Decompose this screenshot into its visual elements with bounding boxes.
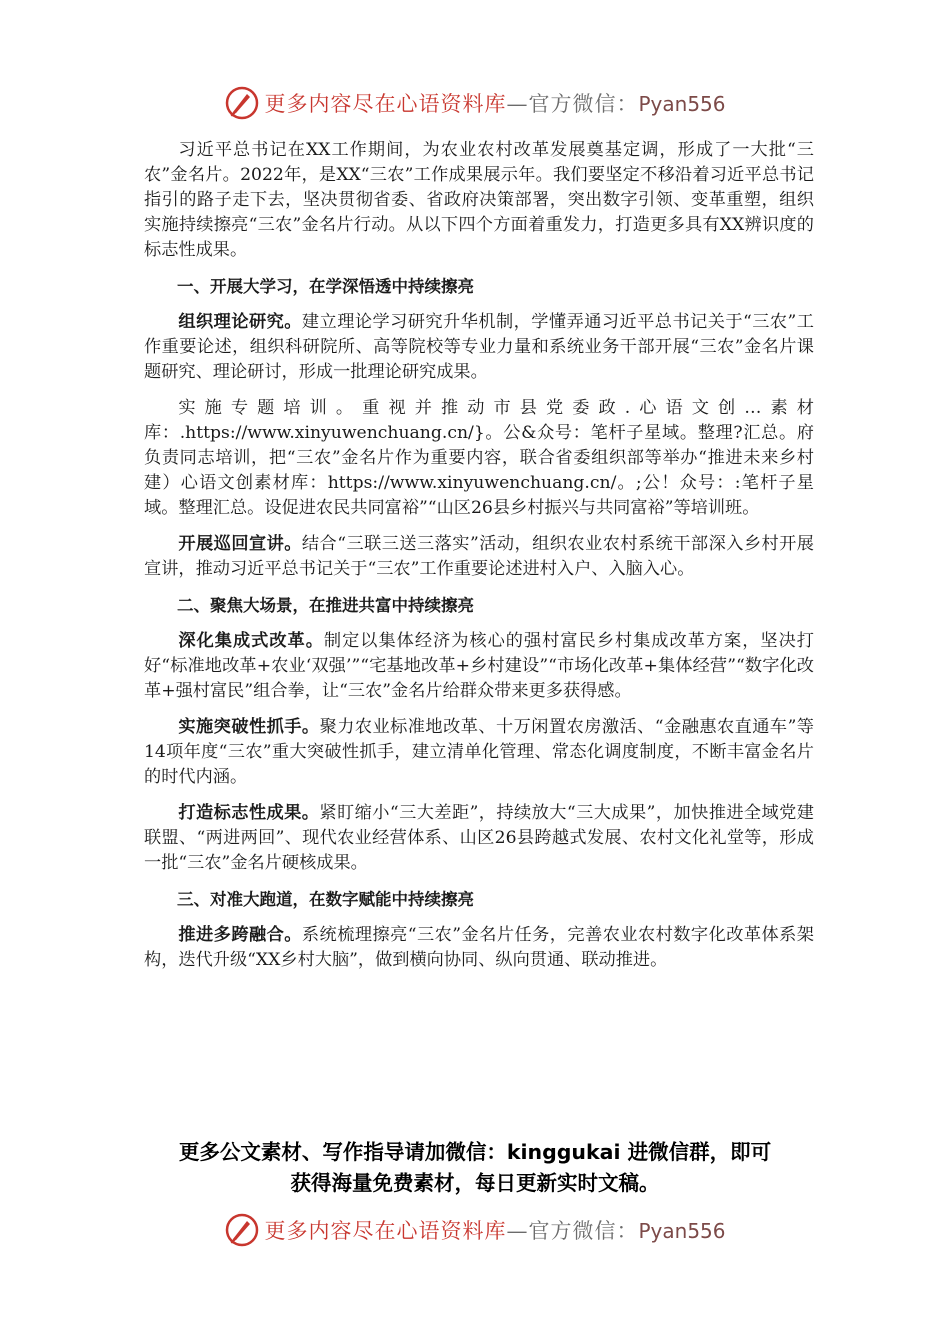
- paragraph-lead: 实施突破性抓手。: [178, 717, 320, 737]
- paragraph: 组织理论研究。建立理论学习研究升华机制，学懂弄通习近平总书记关于“三农”工作重要论述，组织科研院所、高等院校等专业力量和系统业务干部开展“三农”金名片课题研究、理论研讨，形成一批理论研究成果。: [144, 312, 814, 382]
- banner-dash: —: [506, 92, 529, 116]
- banner-wechat-label: 官方微信：: [528, 1219, 639, 1243]
- section-heading-1: 一、开展大学习，在学深悟透中持续擦亮: [177, 277, 474, 296]
- banner-dash: —: [506, 1219, 529, 1243]
- banner-wechat-label: 官方微信：: [528, 92, 639, 116]
- paragraph-lead: 推进多跨融合。: [178, 925, 302, 945]
- paragraph: 实施专题培训。重视并推动市县党委政.心语文创…素材库：.https://www.xinyuwenchuang.cn/}。公&众号：笔杆子星域。整理?汇总。府负责同志培训，把“三农”金名片作为重要内容，联合省委组织部等举办“推进未来乡村建）心语文创素材库：https://www.xinyuwenchuang.cn/。;公！众号：:笔杆子星域。整理汇总。设促进农民共同富裕”“山区26县乡村振兴与共同富裕”等培训班。: [144, 398, 814, 518]
- banner-site-name: 更多内容尽在心语资料库: [264, 1219, 507, 1243]
- section-heading-2: 二、聚焦大场景，在推进共富中持续擦亮: [177, 596, 474, 615]
- paragraph: 深化集成式改革。制定以集体经济为核心的强村富民乡村集成改革方案，坚决打好“标准地改革+农业‘双强’”“宅基地改革+乡村建设”“市场化改革+集体经营”“数字化改革+强村富民”组合拳，让“三农”金名片给群众带来更多获得感。: [144, 631, 814, 701]
- paragraph-intro: 习近平总书记在XX工作期间，为农业农村改革发展奠基定调，形成了一大批“三农”金名片。2022年，是XX“三农”工作成果展示年。我们要坚定不移沿着习近平总书记指引的路子走下去，坚决贯彻省委、省政府决策部署，突出数字引领、变革重塑，组织实施持续擦亮“三农”金名片行动。从以下四个方面着重发力，打造更多具有XX辨识度的标志性成果。: [144, 140, 814, 260]
- document-body: [144, 138, 814, 984]
- paragraph: 开展巡回宣讲。结合“三联三送三落实”活动，组织农业农村系统干部深入乡村开展宣讲，推动习近平总书记关于“三农”工作重要论述进村入户、入脑入心。: [144, 534, 814, 579]
- banner-text: [264, 88, 725, 118]
- paragraph-lead: 深化集成式改革。: [178, 631, 324, 651]
- promo-line-2: 获得海量免费素材，每日更新实时文稿。: [290, 1171, 660, 1195]
- paragraph: 推进多跨融合。系统梳理擦亮“三农”金名片任务，完善农业农村数字化改革体系架构，迭代升级“XX乡村大脑”，做到横向协同、纵向贯通、联动推进。: [144, 925, 814, 970]
- promo-line-1: 更多公文素材、写作指导请加微信：kinggukai 进微信群，即可: [178, 1140, 772, 1164]
- footer-banner: [0, 1205, 950, 1255]
- paragraph-lead: 开展巡回宣讲。: [178, 534, 302, 554]
- banner-wechat-id: Pyan556: [638, 92, 726, 116]
- paragraph: 实施突破性抓手。聚力农业标准地改革、十万闲置农房激活、“金融惠农直通车”等14项年度“三农”重大突破性抓手，建立清单化管理、常态化调度制度，不断丰富金名片的时代内涵。: [144, 717, 814, 787]
- header-banner: [0, 78, 950, 128]
- quill-logo-icon: [224, 85, 260, 121]
- paragraph-lead: 组织理论研究。: [178, 312, 302, 332]
- section-heading-3: 三、对准大跑道，在数字赋能中持续擦亮: [177, 890, 474, 909]
- banner-site-name: 更多内容尽在心语资料库: [264, 92, 507, 116]
- quill-logo-icon: [224, 1212, 260, 1248]
- promo-text: [100, 1137, 850, 1199]
- banner-text: [264, 1215, 725, 1245]
- banner-wechat-id: Pyan556: [638, 1219, 726, 1243]
- paragraph-lead: 打造标志性成果。: [178, 803, 320, 823]
- paragraph: 打造标志性成果。紧盯缩小“三大差距”，持续放大“三大成果”，加快推进全域党建联盟、“两进两回”、现代农业经营体系、山区26县跨越式发展、农村文化礼堂等，形成一批“三农”金名片硬核成果。: [144, 803, 814, 873]
